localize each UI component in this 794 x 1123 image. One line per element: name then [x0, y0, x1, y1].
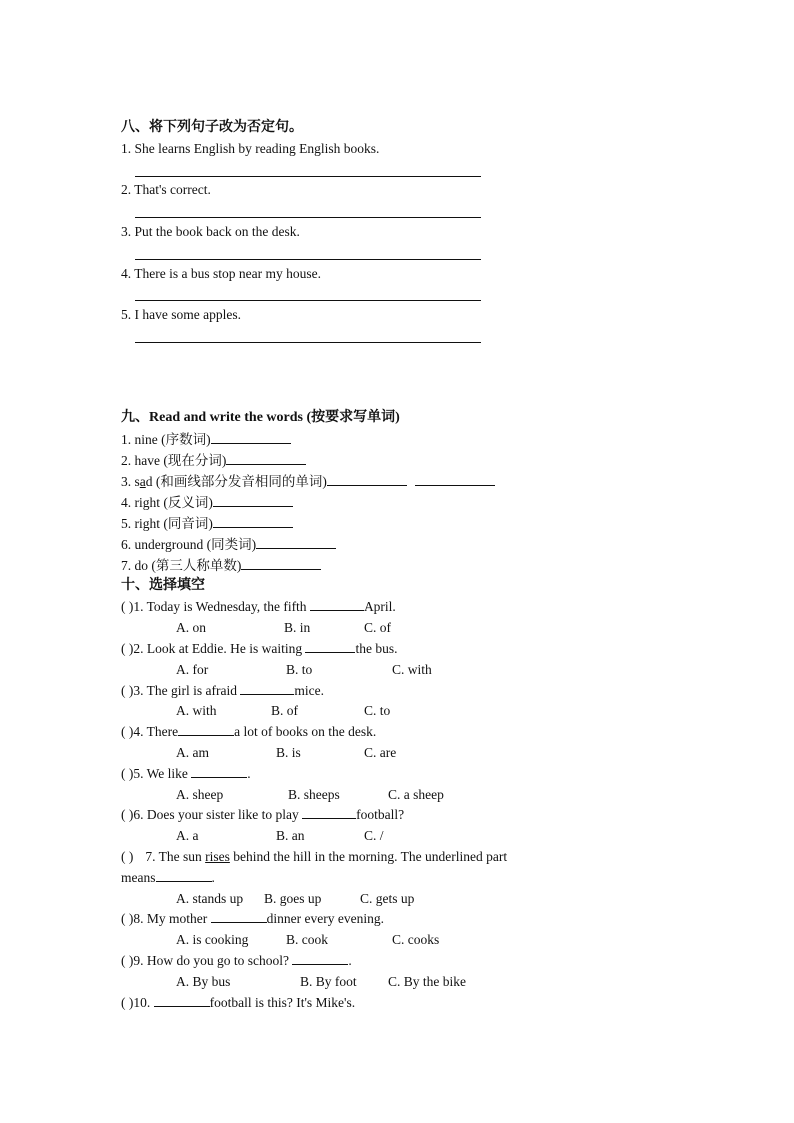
- q10-answer-paren[interactable]: ( ): [121, 995, 134, 1010]
- q7-number: 7.: [145, 849, 156, 864]
- q8-blank[interactable]: [211, 910, 267, 923]
- s9-blank-3a[interactable]: [327, 473, 407, 486]
- q4-option-a[interactable]: A. am: [176, 745, 209, 760]
- q2-option-b[interactable]: B. to: [286, 662, 313, 677]
- s9-blank-4[interactable]: [213, 494, 293, 507]
- q1-stem: [121, 598, 396, 616]
- q8-option-b[interactable]: B. cook: [286, 932, 328, 947]
- q6-number: 6.: [133, 807, 144, 822]
- q7-option-b[interactable]: B. goes up: [264, 891, 322, 906]
- q4-option-c[interactable]: C. are: [364, 745, 397, 760]
- s8-item-1: 1. She learns English by reading English books.: [121, 141, 380, 156]
- q3-option-a[interactable]: A. with: [176, 703, 217, 718]
- q8-text-b: dinner every evening.: [266, 911, 384, 926]
- q8-number: 8.: [133, 911, 144, 926]
- q1-option-c[interactable]: C. of: [364, 620, 391, 635]
- s8-answer-line-5[interactable]: [135, 342, 481, 343]
- s9-blank-2[interactable]: [226, 452, 306, 465]
- q1-option-a[interactable]: A. on: [176, 620, 206, 635]
- s8-item-5: 5. I have some apples.: [121, 307, 241, 322]
- s9-item-3-text-b: d (和画线部分发音相同的单词): [145, 474, 327, 489]
- q2-number: 2.: [133, 641, 144, 656]
- section10-title: 十、选择填空: [121, 578, 205, 593]
- q2-stem: [121, 640, 397, 658]
- q6-option-a[interactable]: A. a: [176, 828, 199, 843]
- q9-blank[interactable]: [292, 952, 348, 965]
- q5-option-c[interactable]: C. a sheep: [388, 787, 444, 802]
- q9-option-c[interactable]: C. By the bike: [388, 974, 466, 989]
- s9-item-1-text: 1. nine (序数词): [121, 432, 211, 447]
- q9-option-b[interactable]: B. By foot: [300, 974, 357, 989]
- q4-text-b: a lot of books on the desk.: [234, 724, 377, 739]
- q7-text-d: .: [211, 870, 215, 885]
- q3-option-b[interactable]: B. of: [271, 703, 298, 718]
- s8-answer-line-3[interactable]: [135, 259, 481, 260]
- q5-text-b: .: [247, 766, 251, 781]
- s9-item-4-text: 4. right (反义词): [121, 495, 213, 510]
- q7-stem: [121, 848, 674, 866]
- s9-item-3-text-a: 3. s: [121, 474, 140, 489]
- q5-option-b[interactable]: B. sheeps: [288, 787, 340, 802]
- q8-option-a[interactable]: A. is cooking: [176, 932, 249, 947]
- q5-stem: [121, 765, 251, 783]
- s9-item-6: [121, 536, 336, 554]
- q10-stem: [121, 994, 355, 1012]
- s9-blank-7[interactable]: [241, 557, 321, 570]
- q4-option-b[interactable]: B. is: [276, 745, 301, 760]
- s9-item-7: [121, 557, 321, 575]
- s9-item-2-text: 2. have (现在分词): [121, 453, 227, 468]
- q1-answer-paren[interactable]: ( ): [121, 599, 134, 614]
- s9-blank-6[interactable]: [256, 536, 336, 549]
- s9-item-5: [121, 515, 293, 533]
- q9-option-a[interactable]: A. By bus: [176, 974, 231, 989]
- q5-option-a[interactable]: A. sheep: [176, 787, 224, 802]
- q5-text-a: We like: [143, 766, 192, 781]
- q10-text-b: football is this? It's Mike's.: [209, 995, 356, 1010]
- q1-blank[interactable]: [310, 598, 364, 611]
- s8-answer-line-4[interactable]: [135, 300, 481, 301]
- q3-text-a: The girl is afraid: [143, 683, 241, 698]
- q3-option-c[interactable]: C. to: [364, 703, 391, 718]
- q9-answer-paren[interactable]: ( ): [121, 953, 134, 968]
- q4-answer-paren[interactable]: ( ): [121, 724, 134, 739]
- s9-item-3: [121, 473, 495, 491]
- s9-item-4: [121, 494, 293, 512]
- q2-text-a: Look at Eddie. He is waiting: [143, 641, 306, 656]
- q10-blank[interactable]: [154, 994, 210, 1007]
- q8-option-c[interactable]: C. cooks: [392, 932, 440, 947]
- q2-text-b: the bus.: [355, 641, 398, 656]
- q7-underlined-word: rises: [205, 849, 230, 864]
- q7-stem-cont: [121, 869, 215, 887]
- q5-blank[interactable]: [191, 765, 247, 778]
- q7-answer-paren[interactable]: ( ): [121, 849, 134, 864]
- s8-answer-line-2[interactable]: [135, 217, 481, 218]
- q6-stem: [121, 806, 404, 824]
- q7-text-a: The sun: [155, 849, 206, 864]
- q8-answer-paren[interactable]: ( ): [121, 911, 134, 926]
- q3-stem: [121, 682, 324, 700]
- q8-text-a: My mother: [143, 911, 211, 926]
- s8-item-3: 3. Put the book back on the desk.: [121, 224, 300, 239]
- s9-blank-5[interactable]: [213, 515, 293, 528]
- s8-item-2: 2. That's correct.: [121, 182, 211, 197]
- q3-answer-paren[interactable]: ( ): [121, 683, 134, 698]
- s9-item-2: [121, 452, 306, 470]
- q5-answer-paren[interactable]: ( ): [121, 766, 134, 781]
- q6-option-b[interactable]: B. an: [276, 828, 305, 843]
- q6-text-a: Does your sister like to play: [143, 807, 303, 822]
- q10-number: 10.: [133, 995, 151, 1010]
- s8-item-4: 4. There is a bus stop near my house.: [121, 266, 321, 281]
- q6-option-c[interactable]: C. /: [364, 828, 384, 843]
- q1-text-b: April.: [363, 599, 396, 614]
- s9-item-1: [121, 431, 291, 449]
- q6-blank[interactable]: [302, 806, 356, 819]
- q9-stem: [121, 952, 352, 970]
- q7-blank[interactable]: [156, 869, 212, 882]
- q6-answer-paren[interactable]: ( ): [121, 807, 134, 822]
- s8-answer-line-1[interactable]: [135, 176, 481, 177]
- q9-number: 9.: [133, 953, 144, 968]
- q5-number: 5.: [133, 766, 144, 781]
- q4-stem: [121, 723, 376, 741]
- q6-text-b: football?: [356, 807, 405, 822]
- q7-text-c: means: [121, 870, 156, 885]
- q4-blank[interactable]: [178, 723, 234, 736]
- q1-option-b[interactable]: B. in: [284, 620, 311, 635]
- q1-number: 1.: [133, 599, 144, 614]
- s9-item-5-text: 5. right (同音词): [121, 516, 213, 531]
- q2-answer-paren[interactable]: ( ): [121, 641, 134, 656]
- q4-number: 4.: [133, 724, 144, 739]
- s9-blank-3b[interactable]: [415, 473, 495, 486]
- q8-stem: [121, 910, 384, 928]
- q7-option-a[interactable]: A. stands up: [176, 891, 244, 906]
- s9-item-7-text: 7. do (第三人称单数): [121, 558, 242, 573]
- section9-title: 九、Read and write the words (按要求写单词): [121, 410, 400, 425]
- q3-text-b: mice.: [294, 683, 324, 698]
- s9-item-3-underlined-letter: a: [139, 474, 146, 489]
- q7-option-c[interactable]: C. gets up: [360, 891, 415, 906]
- q7-text-b: behind the hill in the morning. The underlined part: [229, 849, 508, 864]
- q9-text-a: How do you go to school?: [143, 953, 293, 968]
- q2-option-c[interactable]: C. with: [392, 662, 432, 677]
- q9-text-b: .: [348, 953, 352, 968]
- s9-blank-1[interactable]: [211, 431, 291, 444]
- q2-blank[interactable]: [305, 640, 355, 653]
- q1-text-a: Today is Wednesday, the fifth: [143, 599, 310, 614]
- q3-blank[interactable]: [240, 682, 294, 695]
- q3-number: 3.: [133, 683, 144, 698]
- q2-option-a[interactable]: A. for: [176, 662, 209, 677]
- q4-text-a: There: [143, 724, 179, 739]
- s9-item-6-text: 6. underground (同类词): [121, 537, 257, 552]
- section8-title: 八、将下列句子改为否定句。: [121, 120, 303, 135]
